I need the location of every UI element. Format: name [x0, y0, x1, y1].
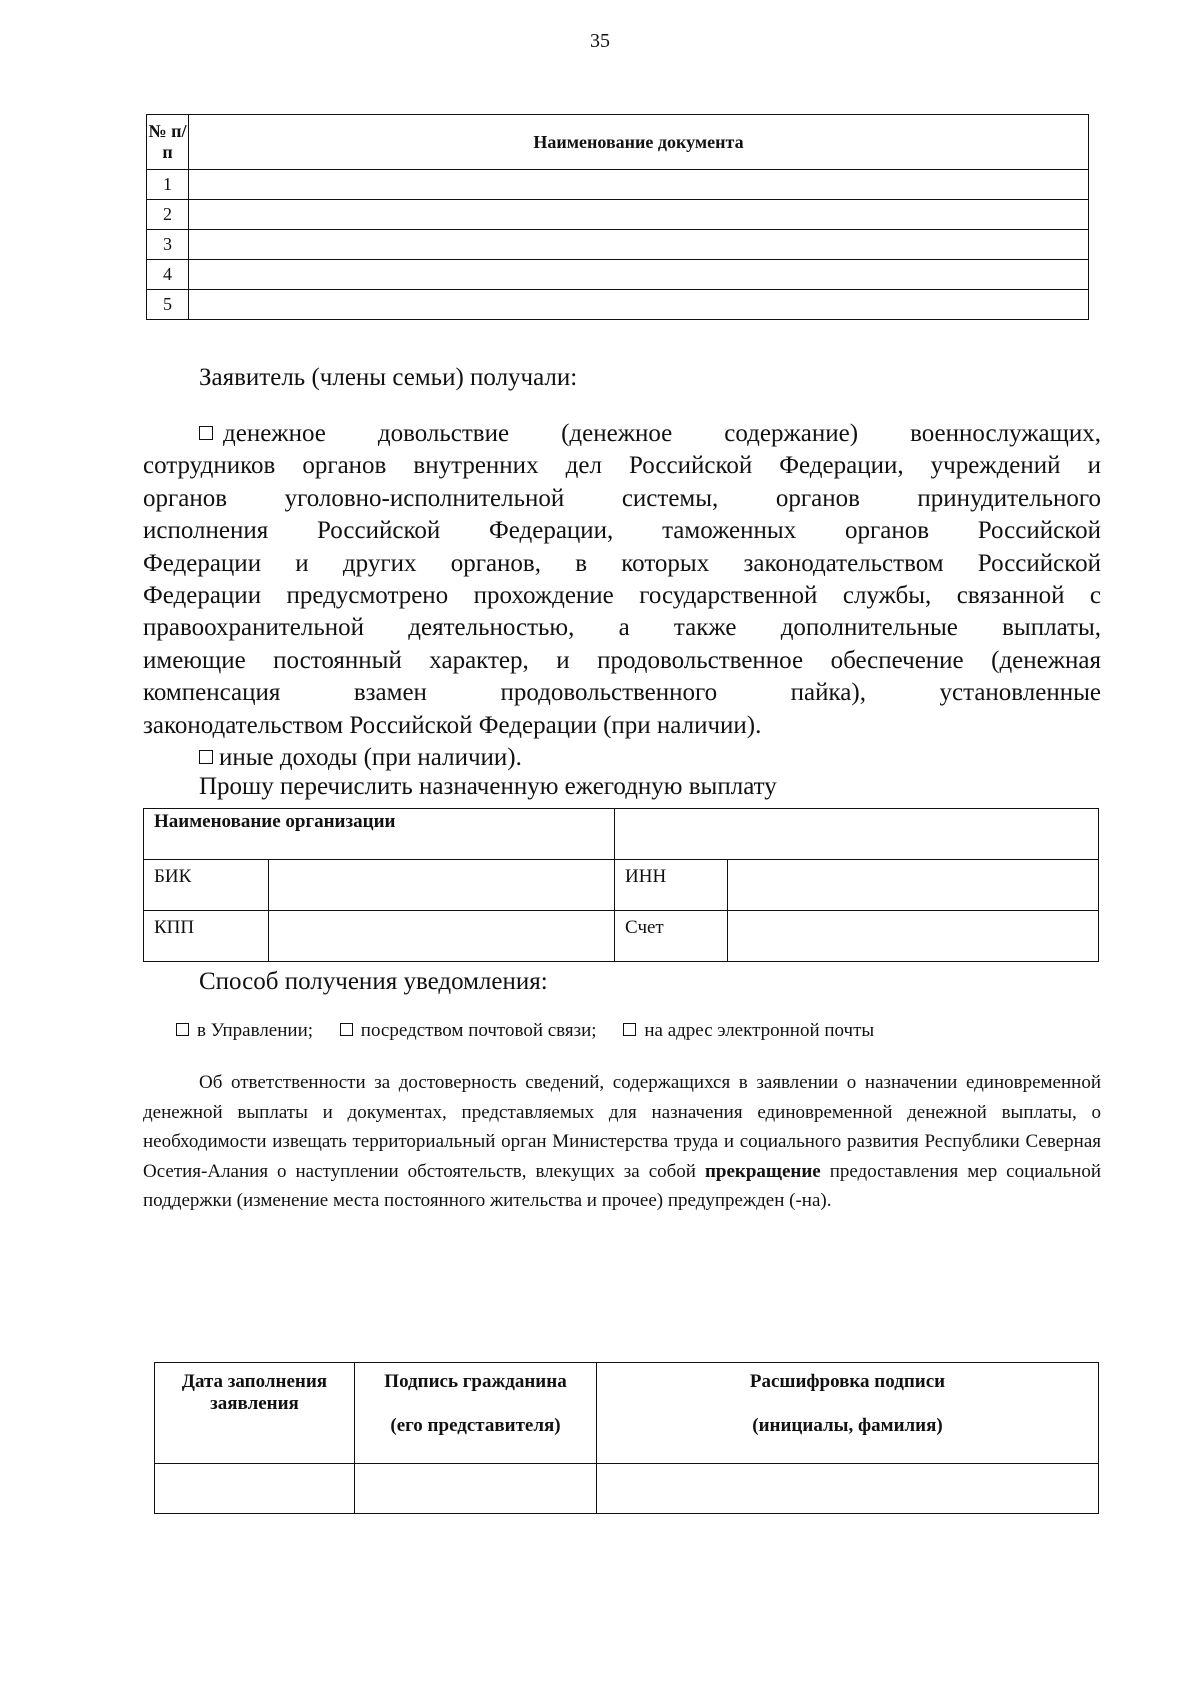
- account-label: Счет: [615, 911, 728, 962]
- signature-table: [154, 1362, 1099, 1514]
- checkbox[interactable]: [199, 750, 213, 764]
- allowance-line: Федерации предусмотрено прохождение государственной службы, связанной с: [143, 582, 1101, 610]
- document-name-cell[interactable]: [189, 230, 1089, 260]
- kpp-label: КПП: [144, 911, 269, 962]
- documents-table: [146, 114, 1089, 320]
- inn-field[interactable]: [728, 860, 1099, 911]
- allowance-line: денежное довольствие (денежное содержание) военнослужащих,: [143, 418, 1101, 450]
- document-name-cell[interactable]: [189, 170, 1089, 200]
- allowance-line: органов уголовно-исполнительной системы, органов принудительного: [143, 484, 1101, 512]
- col-document-name-header: Наименование документа: [189, 115, 1089, 170]
- notify-option-post[interactable]: посредством почтовой связи;: [340, 1020, 597, 1041]
- row-number: 5: [147, 290, 189, 320]
- signature-field[interactable]: [355, 1464, 597, 1514]
- allowance-line: исполнения Российской Федерации, таможенных органов Российской: [143, 517, 1101, 545]
- allowance-option: [143, 418, 1101, 800]
- checkbox[interactable]: [199, 426, 213, 440]
- checkbox[interactable]: [340, 1023, 353, 1036]
- allowance-line: законодательством Российской Федерации (при наличии).: [143, 711, 762, 739]
- other-income-option: иные доходы (при наличии).: [143, 742, 1101, 774]
- row-number: 3: [147, 230, 189, 260]
- date-field[interactable]: [155, 1464, 355, 1514]
- signature-decode-header: Расшифровка подписи (инициалы, фамилия): [597, 1363, 1099, 1464]
- document-name-cell[interactable]: [189, 290, 1089, 320]
- date-header: Дата заполнения заявления: [155, 1363, 355, 1464]
- notification-options: [176, 1020, 896, 1042]
- col-num-header: № п/п: [147, 115, 189, 170]
- notify-option-email[interactable]: на адрес электронной почты: [623, 1020, 874, 1041]
- inn-label: ИНН: [615, 860, 728, 911]
- checkbox[interactable]: [623, 1023, 636, 1036]
- disclaimer-bold-word: прекращение: [704, 1160, 821, 1182]
- allowance-line: имеющие постоянный характер, и продовольственное обеспечение (денежная: [143, 646, 1101, 674]
- row-number: 4: [147, 260, 189, 290]
- allowance-line: сотрудников органов внутренних дел Российской Федерации, учреждений и: [143, 452, 1101, 480]
- row-number: 2: [147, 200, 189, 230]
- document-name-cell[interactable]: [189, 260, 1089, 290]
- allowance-line: Федерации и других органов, в которых законодательством Российской: [143, 549, 1101, 577]
- page-number: 35: [590, 30, 610, 52]
- family-received-intro: Заявитель (члены семьи) получали:: [199, 364, 578, 391]
- allowance-line: правоохранительной деятельностью, а также дополнительные выплаты,: [143, 614, 1101, 642]
- allowance-line: компенсация взамен продовольственного пайка), установленные: [143, 679, 1101, 707]
- notification-heading: Способ получения уведомления:: [199, 968, 548, 995]
- liability-disclaimer: [143, 1068, 1101, 1216]
- bank-details-table: [143, 808, 1099, 962]
- bik-label: БИК: [144, 860, 269, 911]
- signature-decode-field[interactable]: [597, 1464, 1099, 1514]
- signature-header: Подпись гражданина (его представителя): [355, 1363, 597, 1464]
- disclaimer-text-end: предоставления мер социальной поддержки (изменение места постоянного жительства и прочее) предупрежден (-на).: [143, 1160, 1102, 1211]
- notify-option-office[interactable]: в Управлении;: [176, 1020, 313, 1041]
- organization-label: Наименование организации: [144, 809, 615, 860]
- bik-field[interactable]: [269, 860, 615, 911]
- transfer-request: Прошу перечислить назначенную ежегодную выплату: [199, 773, 777, 801]
- document-name-cell[interactable]: [189, 200, 1089, 230]
- disclaimer-text: Об ответственности за достоверность сведений, содержащихся в заявлении о назначении единовременной денежной выплаты и документах, представляемых для назначения единовременной денежной выплаты, о необходимости извещать территориальный орган Министерства труда и социального развития Республики Северная Осетия-Алания о наступлении обстоятельств, влекущих за собой: [143, 1072, 1101, 1182]
- checkbox[interactable]: [176, 1023, 189, 1036]
- account-field[interactable]: [728, 911, 1099, 962]
- kpp-field[interactable]: [269, 911, 615, 962]
- organization-field[interactable]: [615, 809, 1099, 860]
- row-number: 1: [147, 170, 189, 200]
